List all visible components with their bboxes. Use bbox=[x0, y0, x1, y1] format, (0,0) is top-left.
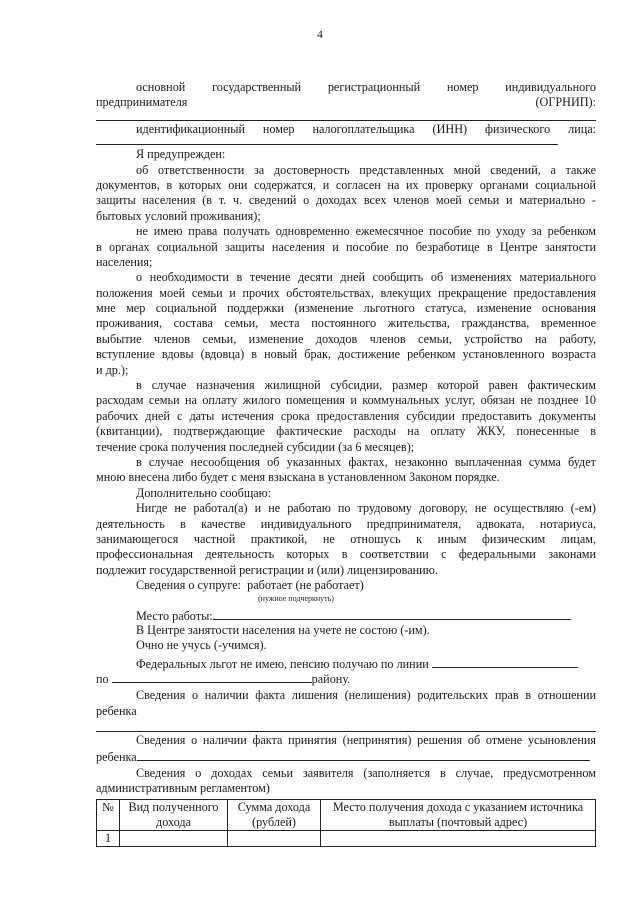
parental-rights-field[interactable] bbox=[96, 731, 596, 732]
paragraph-line: деятельность в качестве индивидуального предпринимателя, адвоката, нотариуса, bbox=[96, 516, 596, 531]
workplace-label: Место работы: bbox=[136, 608, 213, 623]
paragraph-line: в случае назначения жилищной субсидии, размер которой равен фактическим bbox=[136, 378, 596, 393]
table-row bbox=[97, 830, 596, 846]
workplace-field[interactable] bbox=[213, 608, 571, 620]
paragraph-line: рабочих дней с даты истечения срока предоставления субсидии предоставить документы bbox=[96, 408, 596, 423]
ogrnip-line-2 bbox=[96, 95, 596, 110]
paragraph-line: занимающегося частной практикой, не отношусь к иным физическим лицам, bbox=[96, 531, 596, 546]
district-label: району. bbox=[311, 672, 351, 687]
paragraph-line: ребенка bbox=[96, 703, 137, 718]
ogrnip-field[interactable] bbox=[96, 120, 596, 121]
column-header: Место получения дохода с указанием источника выплаты (почтовый адрес) bbox=[321, 799, 596, 830]
document-body bbox=[96, 80, 596, 847]
study-line: Очно не учусь (-учимся). bbox=[136, 638, 267, 653]
paragraph-line: (квитанции), подтверждающие фактические расходы на оплату ЖКУ, понесенные в bbox=[96, 424, 596, 439]
paragraph-line: не имею права получать одновременно ежемесячное пособие по уходу за ребенком bbox=[136, 224, 596, 239]
spouse-note: (нужное подчеркнуть) bbox=[258, 593, 334, 603]
table-cell[interactable] bbox=[120, 830, 228, 846]
text: (ИНН) bbox=[432, 121, 468, 136]
additional-heading: Дополнительно сообщаю: bbox=[136, 485, 272, 500]
paragraph-line: и др.); bbox=[96, 362, 129, 377]
paragraph-line: Сведения о доходах семьи заявителя (заполняется в случае, предусмотренном bbox=[136, 766, 596, 781]
table-cell: 1 bbox=[97, 830, 120, 846]
text: основной bbox=[136, 80, 186, 94]
district-line bbox=[96, 671, 596, 686]
spouse-line bbox=[96, 578, 596, 593]
paragraph-line: в случае несообщения об указанных фактах, незаконно выплаченная сумма будет bbox=[136, 454, 596, 469]
ogrnip-label: (ОГРНИП): bbox=[535, 95, 596, 110]
inn-line bbox=[96, 122, 596, 137]
paragraph-line: о необходимости в течение десяти дней сообщить об изменениях материального bbox=[136, 270, 596, 285]
paragraph-line: защиты населения (в т. ч. сведений о доходах всех членов моей семьи и материально - bbox=[96, 193, 596, 208]
by-label: по bbox=[96, 672, 109, 687]
workplace-line bbox=[96, 608, 596, 623]
paragraph-line: Нигде не работал(а) и не работаю по трудовому договору, не осуществляю (-ем) bbox=[136, 501, 596, 516]
warned-heading: Я предупрежден: bbox=[136, 147, 226, 162]
table-header-row bbox=[97, 799, 596, 830]
column-header: № bbox=[97, 799, 120, 830]
text: ребенка bbox=[96, 749, 137, 764]
column-header: Сумма дохода (рублей) bbox=[228, 799, 321, 830]
page-number: 4 bbox=[317, 29, 323, 41]
employment-center-line: В Центре занятости населения на учете не состою (-им). bbox=[136, 622, 430, 637]
paragraph-line: в органах социальной защиты населения и пособие по безработице в Центре занятости bbox=[96, 239, 596, 254]
paragraph-line: расходам семьи на оплату жилого помещения и коммунальных услуг, обязан не позднее 10 bbox=[96, 393, 596, 408]
paragraph-line: бытовых условий проживания); bbox=[96, 208, 261, 223]
paragraph-line: административным регламентом) bbox=[96, 781, 270, 796]
text: физического bbox=[485, 121, 551, 136]
text: государственный bbox=[212, 80, 302, 94]
table-cell[interactable] bbox=[321, 830, 596, 846]
paragraph-line: Сведения о наличии факта принятия (непринятия) решения об отмене усыновления bbox=[136, 733, 596, 748]
paragraph-line: об ответственности за достоверность представленных мной сведений, а также bbox=[136, 162, 596, 177]
adoption-line bbox=[96, 749, 596, 764]
table-cell[interactable] bbox=[228, 830, 321, 846]
text: номер bbox=[446, 80, 479, 94]
paragraph-line: мне мер социальной поддержки (изменение льготного статуса, изменение основания bbox=[96, 301, 596, 316]
paragraph-line: документов, в которых они содержатся, и согласен на их проверку органами социальной bbox=[96, 177, 596, 192]
column-header: Вид полученного дохода bbox=[120, 799, 228, 830]
spouse-options[interactable]: работает (не работает) bbox=[247, 578, 364, 593]
paragraph-line: течение срока получения последней субсидии (за 6 месяцев); bbox=[96, 439, 415, 454]
paragraph-line: профессиональная деятельность которых в соответствии с федеральными законами bbox=[96, 547, 596, 562]
benefits-line bbox=[96, 656, 596, 671]
district-field[interactable] bbox=[112, 671, 312, 683]
adoption-field[interactable] bbox=[137, 749, 590, 761]
paragraph-line: проживания, состава семьи, места постоянного жительства, гражданства, временное bbox=[96, 316, 596, 331]
income-table bbox=[96, 799, 596, 847]
benefits-label: Федеральных льгот не имею, пенсию получаю по линии bbox=[136, 656, 429, 671]
paragraph-line: населения; bbox=[96, 254, 153, 269]
text: предпринимателя bbox=[96, 95, 188, 110]
text: регистрационный bbox=[327, 80, 421, 94]
paragraph-line: положения моей семьи и прочих обстоятельствах, влекущих прекращение предоставления bbox=[96, 285, 596, 300]
paragraph-line: вступление вдовы (вдовца) в новый брак, достижение ребенком установленного возраста bbox=[96, 347, 596, 362]
text: идентификационный bbox=[136, 121, 245, 136]
ogrnip-line-1 bbox=[96, 80, 596, 95]
text: налогоплательщика bbox=[312, 121, 415, 136]
inn-label: лица: bbox=[568, 121, 597, 136]
text: номер bbox=[262, 121, 295, 136]
spouse-label: Сведения о супруге: bbox=[136, 578, 242, 593]
pension-source-field[interactable] bbox=[432, 656, 578, 668]
inn-field[interactable] bbox=[96, 144, 558, 145]
paragraph-line: Сведения о наличии факта лишения (нелишения) родительских прав в отношении bbox=[136, 688, 596, 703]
paragraph-line: подлежит государственной регистрации и (или) лицензированию. bbox=[96, 562, 438, 577]
paragraph-line: выбытие членов семьи, изменение доходов членов семьи, устройство на работу, bbox=[96, 331, 596, 346]
paragraph-line: мною внесена либо будет с меня взыскана в установленном Законом порядке. bbox=[96, 470, 500, 485]
text: индивидуального bbox=[505, 80, 597, 94]
